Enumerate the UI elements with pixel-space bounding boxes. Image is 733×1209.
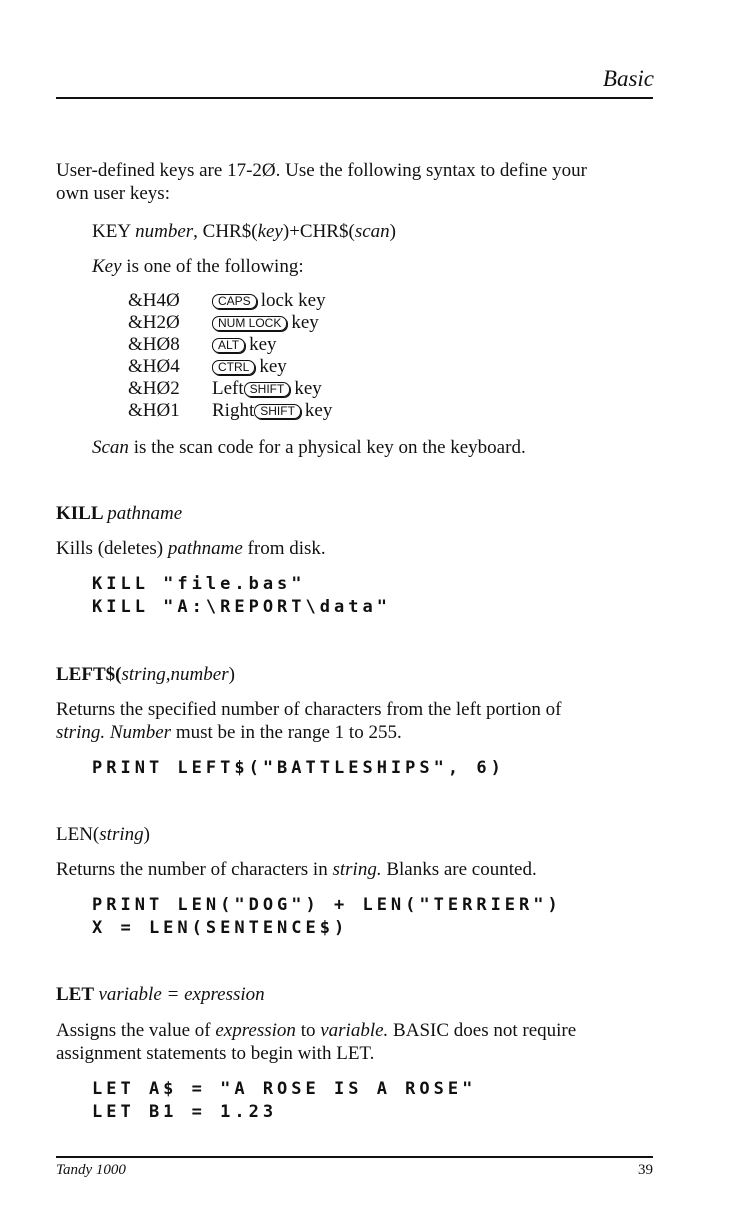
len-description bbox=[56, 859, 537, 880]
key-post: key bbox=[294, 378, 322, 399]
syntax-arg-key: key bbox=[257, 221, 283, 242]
let-desc-arg-variable: variable. bbox=[320, 1020, 389, 1041]
let-heading bbox=[56, 984, 265, 1006]
len-heading bbox=[56, 824, 150, 846]
intro-line-1: User-defined keys are 17-2Ø. Use the following syntax to define your bbox=[56, 160, 587, 181]
kill-heading bbox=[56, 503, 182, 525]
left-code-1: PRINT LEFT$("BATTLESHIPS", 6) bbox=[92, 758, 505, 778]
syntax-chr2: )+CHR$( bbox=[282, 221, 355, 242]
key-post: lock key bbox=[260, 290, 326, 311]
len-code-2: X = LEN(SENTENCE$) bbox=[92, 918, 349, 938]
syntax-keyword: KEY bbox=[92, 221, 136, 242]
kill-desc-arg: pathname bbox=[167, 538, 243, 559]
scan-rest: is the scan code for a physical key on the keyboard. bbox=[128, 437, 526, 458]
left-desc-arg-string: string. bbox=[56, 722, 106, 743]
let-code-2: LET B1 = 1.23 bbox=[92, 1102, 278, 1122]
footer-rule bbox=[56, 1156, 653, 1158]
key-code: &HØ2 bbox=[128, 378, 180, 399]
len-close: ) bbox=[143, 824, 150, 845]
len-keyword: LEN( bbox=[56, 824, 100, 845]
left-description-1: Returns the specified number of characters from the left portion of bbox=[56, 699, 562, 720]
key-code: &H4Ø bbox=[128, 290, 180, 311]
footer-title: Tandy 1000 bbox=[56, 1162, 126, 1178]
key-code: &HØ8 bbox=[128, 334, 180, 355]
running-head: Basic bbox=[602, 66, 654, 91]
key-code: &H2Ø bbox=[128, 312, 180, 333]
let-desc-post: BASIC does not require bbox=[388, 1020, 577, 1041]
key-row bbox=[128, 290, 332, 312]
keycap-alt: ALT bbox=[212, 338, 245, 353]
header-rule bbox=[56, 97, 653, 99]
kill-code-1: KILL "file.bas" bbox=[92, 574, 306, 594]
left-description-2 bbox=[56, 722, 402, 743]
let-keyword: LET bbox=[56, 984, 99, 1005]
key-post: key bbox=[291, 312, 319, 333]
key-intro-word: Key bbox=[92, 256, 122, 277]
key-code: &HØ1 bbox=[128, 400, 180, 421]
kill-code-2: KILL "A:\REPORT\data" bbox=[92, 597, 391, 617]
keycap-num-lock: NUM LOCK bbox=[212, 316, 287, 331]
syntax-chr1: , CHR$( bbox=[193, 221, 258, 242]
keycap-ctrl: CTRL bbox=[212, 360, 255, 375]
key-intro-rest: is one of the following: bbox=[121, 256, 304, 277]
key-row bbox=[128, 400, 332, 422]
kill-arg: pathname bbox=[107, 503, 183, 524]
syntax-close: ) bbox=[389, 221, 396, 242]
left-close: ) bbox=[228, 664, 235, 685]
scan-word: Scan bbox=[92, 437, 129, 458]
key-intro bbox=[92, 256, 304, 277]
len-code-1: PRINT LEN("DOG") + LEN("TERRIER") bbox=[92, 895, 562, 915]
left-desc-rest: must be in the range 1 to 255. bbox=[171, 722, 402, 743]
keycap-shift-left: SHIFT bbox=[244, 382, 291, 397]
len-desc-pre: Returns the number of characters in bbox=[56, 859, 333, 880]
kill-keyword: KILL bbox=[56, 503, 108, 524]
left-heading bbox=[56, 664, 235, 686]
key-syntax bbox=[92, 221, 396, 242]
kill-desc-pre: Kills (deletes) bbox=[56, 538, 168, 559]
key-pre: Right bbox=[212, 400, 255, 421]
kill-description bbox=[56, 538, 326, 559]
len-desc-arg: string. bbox=[332, 859, 382, 880]
key-row bbox=[128, 334, 332, 356]
syntax-arg-scan: scan bbox=[354, 221, 390, 242]
syntax-arg-number: number bbox=[135, 221, 194, 242]
len-desc-post: Blanks are counted. bbox=[381, 859, 537, 880]
len-arg: string bbox=[99, 824, 144, 845]
let-description-1 bbox=[56, 1020, 576, 1041]
left-desc-arg-number: Number bbox=[109, 722, 172, 743]
kill-desc-post: from disk. bbox=[242, 538, 326, 559]
let-desc-pre: Assigns the value of bbox=[56, 1020, 216, 1041]
scan-description bbox=[92, 437, 526, 458]
let-desc-mid: to bbox=[295, 1020, 321, 1041]
left-keyword: LEFT$( bbox=[56, 664, 122, 685]
let-arg: variable = expression bbox=[98, 984, 265, 1005]
keycap-shift-right: SHIFT bbox=[254, 404, 301, 419]
intro-line-2: own user keys: bbox=[56, 183, 170, 204]
let-description-2: assignment statements to begin with LET. bbox=[56, 1043, 375, 1064]
let-desc-arg-expression: expression bbox=[215, 1020, 296, 1041]
keycap-caps: CAPS bbox=[212, 294, 257, 309]
page-number: 39 bbox=[638, 1162, 653, 1178]
key-pre: Left bbox=[212, 378, 244, 399]
key-row bbox=[128, 356, 332, 378]
let-code-1: LET A$ = "A ROSE IS A ROSE" bbox=[92, 1079, 477, 1099]
key-code-table bbox=[128, 290, 332, 422]
key-row bbox=[128, 312, 332, 334]
key-code: &HØ4 bbox=[128, 356, 180, 377]
key-post: key bbox=[259, 356, 287, 377]
left-arg: string,number bbox=[121, 664, 229, 685]
key-row bbox=[128, 378, 332, 400]
key-post: key bbox=[304, 400, 333, 421]
key-post: key bbox=[249, 334, 277, 355]
